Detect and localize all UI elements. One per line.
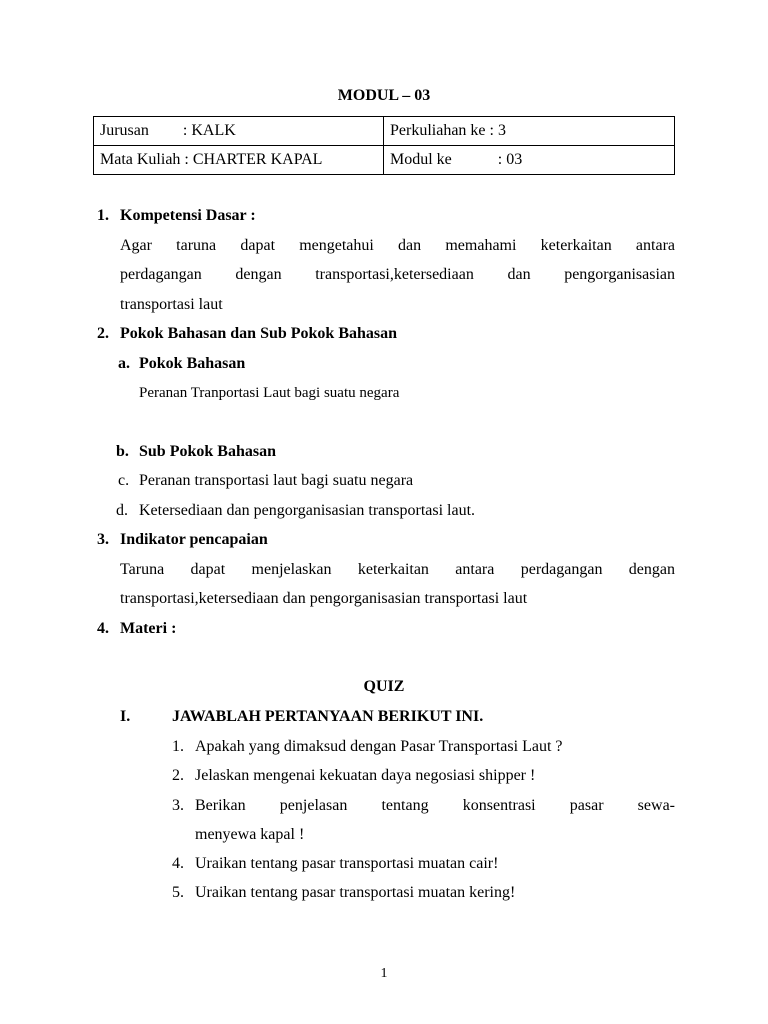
question-5-text: Uraikan tentang pasar transportasi muatan kering! (195, 884, 516, 901)
question-3-text-continued: menyewa kapal ! (195, 826, 305, 843)
subsection-c-label: c. (118, 472, 130, 489)
section-3-text-line2: transportasi,ketersediaan dan pengorganisasian transportasi laut (120, 590, 528, 607)
quiz-part-number: I. (120, 708, 131, 725)
modul-cell (384, 146, 675, 175)
question-2-text: Jelaskan mengenai kekuatan daya negosiasi shipper ! (195, 767, 536, 784)
question-1-text: Apakah yang dimaksud dengan Pasar Transportasi Laut ? (195, 738, 563, 755)
table-row (94, 117, 675, 146)
matakuliah-value: CHARTER KAPAL (192, 151, 323, 168)
question-2-number: 2. (172, 767, 184, 784)
section-1-number: 1. (97, 207, 109, 224)
subsection-a-text: Peranan Tranportasi Laut bagi suatu negara (139, 385, 400, 401)
jurusan-label: Jurusan (100, 122, 149, 139)
section-2-number: 2. (97, 325, 109, 342)
question-4-number: 4. (172, 855, 184, 872)
jurusan-value: : KALK (182, 122, 236, 139)
section-1-text-line1: Agar taruna dapat mengetahui dan memahami keterkaitan antara (120, 237, 675, 254)
perkuliahan-label: Perkuliahan ke (390, 122, 486, 139)
section-4-heading: Materi : (120, 620, 177, 637)
jurusan-cell (94, 117, 384, 146)
perkuliahan-cell (384, 117, 675, 146)
section-1-text-line2: perdagangan dengan transportasi,ketersediaan dan pengorganisasian (120, 266, 675, 283)
question-4-text: Uraikan tentang pasar transportasi muatan cair! (195, 855, 499, 872)
quiz-title: QUIZ (363, 678, 405, 695)
matakuliah-cell (94, 146, 384, 175)
subsection-d-text: Ketersediaan dan pengorganisasian transportasi laut. (139, 502, 476, 519)
section-3-heading: Indikator pencapaian (120, 531, 268, 548)
section-4-number: 4. (97, 620, 109, 637)
matakuliah-label: Mata Kuliah : (100, 151, 189, 168)
quiz-part-heading: JAWABLAH PERTANYAAN BERIKUT INI. (172, 708, 484, 725)
page-number: 1 (380, 966, 388, 981)
table-row (94, 146, 675, 175)
subsection-c-text: Peranan transportasi laut bagi suatu negara (139, 472, 414, 489)
section-3-number: 3. (97, 531, 109, 548)
module-title: MODUL – 03 (337, 87, 431, 104)
subsection-a-label: a. (118, 355, 130, 372)
perkuliahan-value: : 3 (489, 122, 506, 139)
section-1-text-line3: transportasi laut (120, 296, 223, 313)
question-5-number: 5. (172, 884, 184, 901)
subsection-a-heading: Pokok Bahasan (139, 355, 246, 372)
section-1-heading: Kompetensi Dasar : (120, 207, 256, 224)
question-1-number: 1. (172, 738, 184, 755)
subsection-b-label: b. (116, 443, 129, 460)
section-2-heading: Pokok Bahasan dan Sub Pokok Bahasan (120, 325, 398, 342)
subsection-b-heading: Sub Pokok Bahasan (139, 443, 276, 460)
question-3-number: 3. (172, 797, 184, 814)
module-info-table (93, 116, 675, 175)
modul-value: : 03 (497, 151, 523, 168)
modul-label: Modul ke (390, 151, 452, 168)
subsection-d-label: d. (116, 502, 128, 519)
question-3-text: Berikan penjelasan tentang konsentrasi pasar sewa- (195, 797, 675, 814)
section-3-text-line1: Taruna dapat menjelaskan keterkaitan antara perdagangan dengan (120, 561, 675, 578)
